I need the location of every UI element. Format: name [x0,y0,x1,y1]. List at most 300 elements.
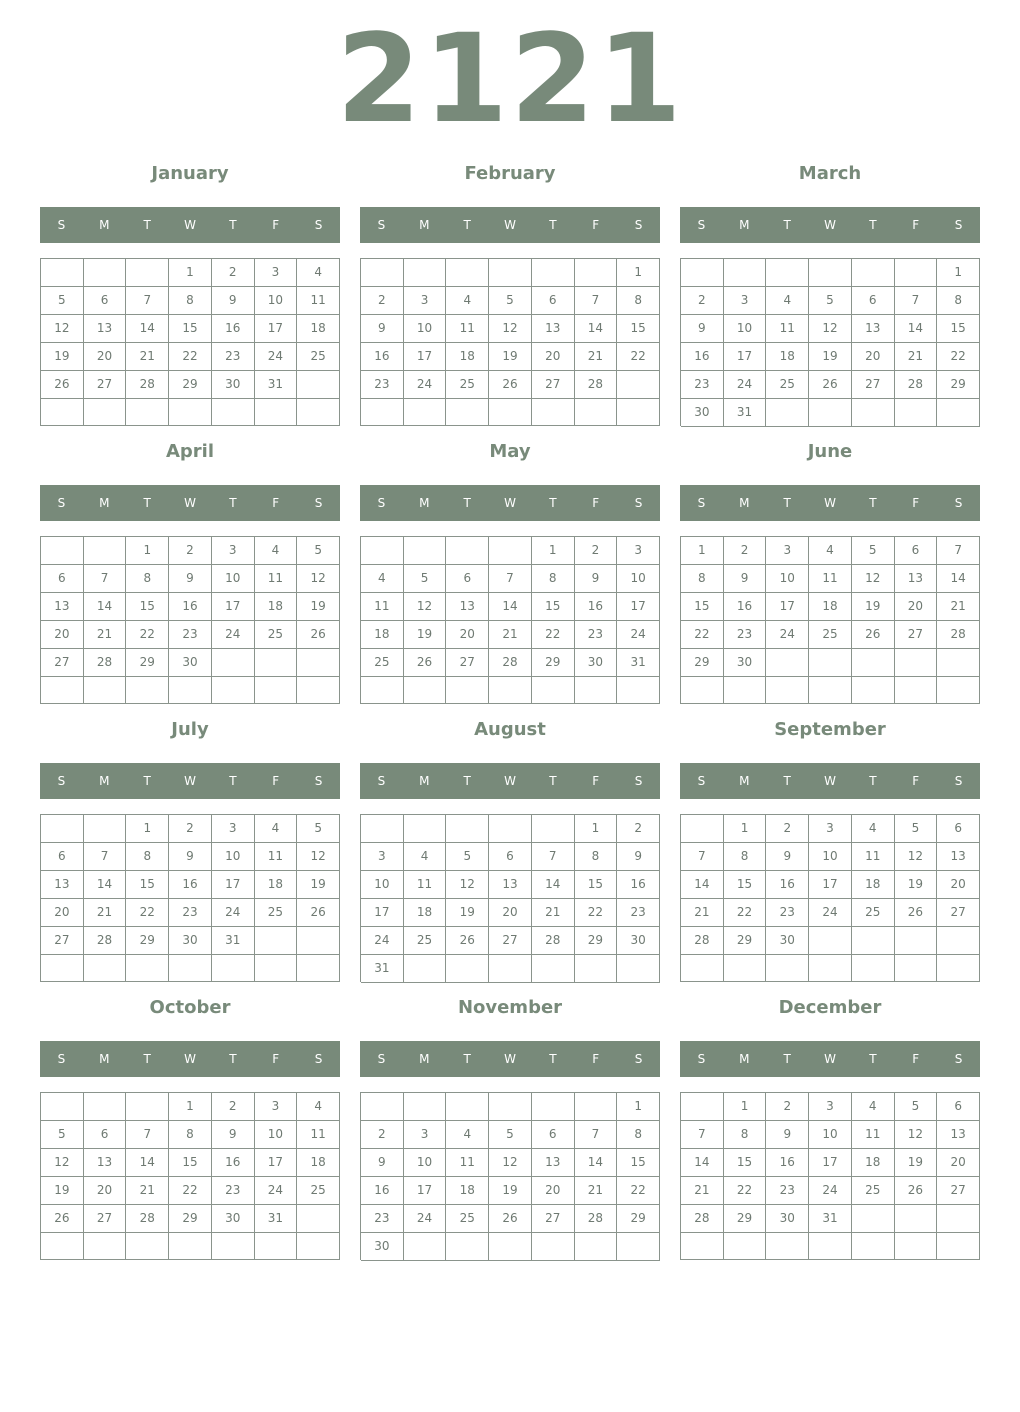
day-cell: 3 [809,815,852,843]
empty-day-cell [766,259,809,287]
weekday-label: S [634,774,643,788]
day-cell: 13 [937,1121,980,1149]
day-grid [40,536,340,704]
day-cell: 21 [937,593,980,621]
empty-day-cell [895,399,938,427]
day-cell: 7 [84,843,127,871]
day-cell: 12 [297,843,340,871]
empty-day-cell [617,399,660,426]
empty-day-cell [809,649,852,677]
weekday-header [40,207,340,243]
day-cell: 13 [41,871,84,899]
empty-day-cell [937,649,980,677]
weekday-label: M [419,496,430,510]
day-cell: 2 [724,537,767,565]
day-cell: 28 [681,1205,724,1233]
empty-day-cell [361,259,404,287]
year-title: 2121 [336,8,684,150]
day-cell: 20 [84,343,127,371]
empty-day-cell [404,677,447,704]
day-cell: 26 [852,621,895,649]
day-cell: 2 [169,537,212,565]
day-cell: 30 [766,927,809,955]
empty-day-cell [297,371,340,399]
day-cell: 1 [617,259,660,287]
day-cell: 20 [532,1177,575,1205]
day-cell: 23 [617,899,660,927]
day-cell: 18 [361,621,404,649]
empty-day-cell [404,399,447,426]
empty-day-cell [361,815,404,843]
empty-day-cell [297,1205,340,1233]
weekday-label: T [463,218,471,232]
day-cell: 16 [361,1177,404,1205]
empty-day-cell [681,1233,724,1260]
day-cell: 14 [681,871,724,899]
day-cell: 9 [169,565,212,593]
day-cell: 15 [617,1149,660,1177]
day-cell: 5 [489,287,532,315]
day-cell: 26 [297,899,340,927]
day-cell: 11 [852,1121,895,1149]
day-cell: 23 [169,899,212,927]
day-cell: 19 [297,871,340,899]
empty-day-cell [41,399,84,426]
day-cell: 28 [126,371,169,399]
day-cell: 29 [724,927,767,955]
empty-day-cell [126,259,169,287]
day-grid [680,814,980,982]
weekday-label: M [99,774,110,788]
day-cell: 23 [766,1177,809,1205]
weekday-label: T [869,1052,877,1066]
weekday-label: S [57,496,66,510]
empty-day-cell [895,1233,938,1260]
day-cell: 22 [724,899,767,927]
weekday-label: M [739,218,750,232]
weekday-label: T [783,496,791,510]
empty-day-cell [169,1233,212,1260]
empty-day-cell [575,1233,618,1261]
weekday-label: S [314,1052,323,1066]
empty-day-cell [575,1093,618,1121]
empty-day-cell [937,1233,980,1260]
day-cell: 22 [681,621,724,649]
weekday-header [360,207,660,243]
day-cell: 22 [937,343,980,371]
day-cell: 13 [532,315,575,343]
day-cell: 12 [446,871,489,899]
empty-day-cell [84,815,127,843]
weekday-label: F [592,1052,600,1066]
day-cell: 12 [297,565,340,593]
day-cell: 19 [809,343,852,371]
weekday-label: W [184,496,196,510]
weekday-label: T [869,774,877,788]
day-cell: 30 [212,371,255,399]
empty-day-cell [575,955,618,983]
day-cell: 17 [404,343,447,371]
weekday-label: T [229,218,237,232]
day-cell: 9 [617,843,660,871]
empty-day-cell [41,677,84,704]
day-cell: 16 [575,593,618,621]
empty-day-cell [937,927,980,955]
day-cell: 11 [446,315,489,343]
day-cell: 2 [361,1121,404,1149]
weekday-header [40,1041,340,1077]
empty-day-cell [532,399,575,426]
empty-day-cell [404,259,447,287]
weekday-label: W [824,218,836,232]
empty-day-cell [41,955,84,982]
empty-day-cell [766,677,809,704]
day-cell: 13 [532,1149,575,1177]
day-grid [40,814,340,982]
weekday-label: F [272,774,280,788]
day-cell: 15 [532,593,575,621]
empty-day-cell [724,955,767,982]
day-cell: 7 [937,537,980,565]
day-cell: 21 [575,1177,618,1205]
empty-day-cell [126,399,169,426]
empty-day-cell [617,1233,660,1261]
day-cell: 20 [852,343,895,371]
day-cell: 24 [724,371,767,399]
day-cell: 5 [297,537,340,565]
month-name: February [464,163,556,184]
empty-day-cell [169,677,212,704]
weekday-label: S [314,496,323,510]
empty-day-cell [404,537,447,565]
day-cell: 4 [255,537,298,565]
weekday-label: W [504,218,516,232]
weekday-label: S [377,774,386,788]
day-cell: 14 [895,315,938,343]
day-cell: 8 [724,1121,767,1149]
day-cell: 31 [809,1205,852,1233]
day-cell: 24 [404,371,447,399]
day-cell: 5 [41,287,84,315]
day-cell: 17 [361,899,404,927]
weekday-label: S [697,1052,706,1066]
day-cell: 15 [724,1149,767,1177]
day-cell: 28 [126,1205,169,1233]
day-cell: 1 [724,1093,767,1121]
day-cell: 13 [41,593,84,621]
weekday-label: M [419,774,430,788]
day-cell: 8 [126,843,169,871]
weekday-label: T [869,218,877,232]
day-cell: 28 [532,927,575,955]
empty-day-cell [532,815,575,843]
month-name: May [489,441,531,462]
empty-day-cell [84,677,127,704]
weekday-label: M [739,774,750,788]
day-cell: 13 [84,1149,127,1177]
weekday-label: S [634,1052,643,1066]
empty-day-cell [297,399,340,426]
day-cell: 5 [297,815,340,843]
empty-day-cell [681,677,724,704]
empty-day-cell [852,927,895,955]
empty-day-cell [404,1233,447,1261]
day-cell: 5 [446,843,489,871]
day-cell: 30 [766,1205,809,1233]
day-cell: 14 [84,593,127,621]
day-cell: 15 [169,1149,212,1177]
weekday-label: W [184,218,196,232]
month-name: March [798,163,862,184]
day-cell: 10 [361,871,404,899]
weekday-label: S [377,1052,386,1066]
day-cell: 29 [169,1205,212,1233]
day-cell: 13 [489,871,532,899]
weekday-header [680,207,980,243]
day-cell: 6 [489,843,532,871]
day-grid [680,258,980,426]
day-cell: 21 [489,621,532,649]
day-cell: 14 [575,1149,618,1177]
weekday-label: T [783,218,791,232]
weekday-label: T [463,496,471,510]
day-cell: 11 [297,287,340,315]
empty-day-cell [489,677,532,704]
day-cell: 26 [404,649,447,677]
day-cell: 22 [169,343,212,371]
day-cell: 17 [766,593,809,621]
day-cell: 3 [724,287,767,315]
empty-day-cell [255,399,298,426]
day-cell: 6 [41,565,84,593]
empty-day-cell [41,1233,84,1260]
empty-day-cell [532,955,575,983]
empty-day-cell [532,1093,575,1121]
day-cell: 6 [84,1121,127,1149]
day-cell: 10 [809,1121,852,1149]
day-cell: 6 [937,1093,980,1121]
month-january [40,159,340,437]
day-cell: 10 [212,843,255,871]
empty-day-cell [84,955,127,982]
empty-day-cell [532,677,575,704]
empty-day-cell [297,955,340,982]
day-cell: 2 [617,815,660,843]
day-grid [360,258,660,426]
day-cell: 27 [41,649,84,677]
day-cell: 8 [575,843,618,871]
weekday-label: S [697,774,706,788]
day-cell: 21 [895,343,938,371]
day-cell: 30 [169,927,212,955]
empty-day-cell [489,815,532,843]
day-cell: 6 [532,287,575,315]
day-cell: 19 [297,593,340,621]
day-cell: 7 [84,565,127,593]
weekday-label: F [912,774,920,788]
day-cell: 21 [532,899,575,927]
day-cell: 10 [212,565,255,593]
day-cell: 21 [575,343,618,371]
weekday-label: M [99,496,110,510]
day-cell: 12 [404,593,447,621]
day-cell: 23 [575,621,618,649]
day-cell: 1 [126,815,169,843]
month-name: April [165,441,215,462]
day-cell: 14 [937,565,980,593]
day-cell: 5 [809,287,852,315]
day-cell: 26 [41,1205,84,1233]
day-cell: 27 [446,649,489,677]
day-cell: 9 [766,1121,809,1149]
day-cell: 4 [446,1121,489,1149]
day-cell: 9 [212,1121,255,1149]
day-cell: 9 [361,1149,404,1177]
day-cell: 17 [724,343,767,371]
empty-day-cell [852,677,895,704]
empty-day-cell [212,649,255,677]
day-cell: 28 [937,621,980,649]
weekday-label: T [869,496,877,510]
month-december [680,993,980,1271]
empty-day-cell [489,259,532,287]
day-cell: 18 [766,343,809,371]
day-cell: 25 [255,621,298,649]
empty-day-cell [489,1093,532,1121]
day-cell: 1 [169,259,212,287]
day-cell: 7 [895,287,938,315]
day-cell: 15 [575,871,618,899]
weekday-label: M [739,1052,750,1066]
day-cell: 26 [895,899,938,927]
day-cell: 15 [126,593,169,621]
day-cell: 30 [681,399,724,427]
empty-day-cell [681,815,724,843]
empty-day-cell [446,815,489,843]
day-cell: 23 [212,1177,255,1205]
empty-day-cell [489,955,532,983]
day-cell: 27 [489,927,532,955]
empty-day-cell [724,1233,767,1260]
day-cell: 19 [895,1149,938,1177]
day-cell: 24 [255,1177,298,1205]
weekday-header [360,1041,660,1077]
day-cell: 7 [489,565,532,593]
day-cell: 21 [84,621,127,649]
day-cell: 7 [681,843,724,871]
day-cell: 22 [617,343,660,371]
empty-day-cell [937,1205,980,1233]
day-cell: 4 [297,1093,340,1121]
weekday-label: S [697,218,706,232]
day-cell: 30 [575,649,618,677]
day-cell: 11 [297,1121,340,1149]
day-cell: 23 [212,343,255,371]
day-cell: 3 [255,1093,298,1121]
weekday-header [680,485,980,521]
day-cell: 1 [681,537,724,565]
empty-day-cell [766,649,809,677]
weekday-label: W [184,774,196,788]
day-cell: 18 [852,871,895,899]
empty-day-cell [446,1093,489,1121]
day-cell: 17 [212,871,255,899]
day-cell: 15 [169,315,212,343]
day-cell: 4 [766,287,809,315]
month-may [360,437,660,715]
day-cell: 24 [361,927,404,955]
day-cell: 26 [489,1205,532,1233]
day-cell: 26 [297,621,340,649]
weekday-label: S [697,496,706,510]
day-cell: 22 [169,1177,212,1205]
weekday-label: T [463,774,471,788]
day-cell: 11 [255,565,298,593]
day-cell: 13 [895,565,938,593]
day-cell: 31 [255,1205,298,1233]
day-cell: 25 [809,621,852,649]
month-april [40,437,340,715]
weekday-label: F [592,496,600,510]
weekday-label: F [592,774,600,788]
day-cell: 29 [617,1205,660,1233]
day-cell: 15 [126,871,169,899]
day-cell: 28 [575,371,618,399]
day-cell: 3 [617,537,660,565]
day-cell: 1 [617,1093,660,1121]
month-name: October [149,997,231,1018]
day-cell: 19 [41,1177,84,1205]
empty-day-cell [84,537,127,565]
empty-day-cell [404,955,447,983]
weekday-label: F [592,218,600,232]
day-cell: 16 [766,1149,809,1177]
empty-day-cell [809,1233,852,1260]
day-cell: 3 [404,287,447,315]
day-cell: 11 [809,565,852,593]
day-cell: 27 [937,1177,980,1205]
day-cell: 28 [84,649,127,677]
weekday-label: M [99,218,110,232]
day-cell: 27 [41,927,84,955]
day-cell: 29 [681,649,724,677]
day-cell: 30 [724,649,767,677]
empty-day-cell [766,1233,809,1260]
day-cell: 9 [169,843,212,871]
day-cell: 27 [852,371,895,399]
day-cell: 10 [404,315,447,343]
day-cell: 22 [575,899,618,927]
day-cell: 1 [724,815,767,843]
day-cell: 25 [361,649,404,677]
day-cell: 4 [446,287,489,315]
day-cell: 23 [766,899,809,927]
day-cell: 3 [255,259,298,287]
day-cell: 14 [126,1149,169,1177]
empty-day-cell [809,399,852,427]
empty-day-cell [446,537,489,565]
day-cell: 6 [895,537,938,565]
day-cell: 24 [809,1177,852,1205]
day-cell: 18 [446,343,489,371]
empty-day-cell [297,927,340,955]
day-cell: 28 [489,649,532,677]
weekday-label: T [143,218,151,232]
empty-day-cell [809,927,852,955]
day-cell: 30 [361,1233,404,1261]
day-cell: 21 [126,1177,169,1205]
day-cell: 12 [489,1149,532,1177]
